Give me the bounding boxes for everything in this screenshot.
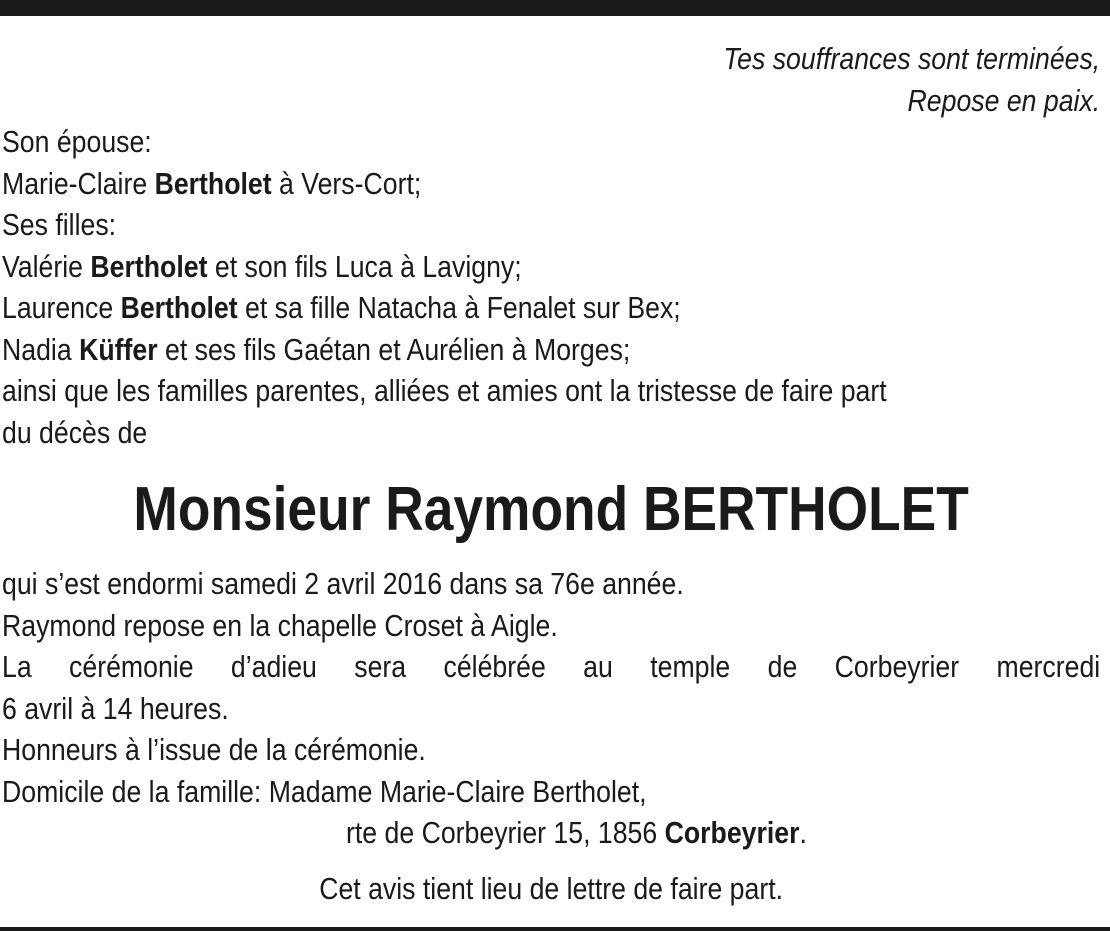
ceremony-details — [2, 563, 1100, 854]
first-name: Marie-Claire — [2, 165, 148, 201]
last-name: Bertholet — [90, 248, 208, 284]
relation: et son fils Luca à Lavigny; — [214, 248, 522, 284]
daughters-heading: Ses filles: — [2, 207, 117, 242]
announcement-line: du décès de — [2, 414, 148, 450]
domicile-name: Madame Marie-Claire Bertholet, — [268, 773, 647, 809]
bottom-rule — [0, 927, 1110, 931]
obituary-notice — [2, 38, 1101, 909]
detail-line: La cérémonie d’adieu sera célébrée au temple de Corbeyrier mercredi — [2, 649, 1101, 684]
first-name: Valérie — [2, 248, 84, 284]
spouse-line — [2, 163, 1100, 205]
address-end: . — [799, 815, 807, 850]
relation: et sa fille Natacha à Fenalet sur Bex; — [245, 290, 681, 325]
closing-note: Cet avis tient lieu de lettre de faire part. — [319, 870, 784, 906]
spouse-heading: Son épouse: — [2, 124, 152, 159]
first-name: Nadia — [2, 331, 72, 367]
address-street: rte de Corbeyrier 15, 1856 — [346, 815, 658, 850]
last-name: Küffer — [79, 331, 158, 367]
top-rule — [0, 0, 1110, 16]
relation: et ses fils Gaétan et Aurélien à Morges; — [164, 331, 631, 367]
first-name: Laurence — [2, 290, 114, 325]
epigraph-line: Tes souffrances sont terminées, — [723, 41, 1101, 76]
last-name: Bertholet — [120, 290, 238, 325]
epigraph — [2, 38, 1100, 121]
domicile-line — [2, 771, 1100, 813]
detail-line: 6 avril à 14 heures. — [2, 690, 229, 726]
daughter-line — [2, 246, 1100, 288]
daughter-line — [2, 329, 1100, 371]
address-town: Corbeyrier — [664, 815, 800, 850]
last-name: Bertholet — [154, 165, 272, 201]
address-line — [2, 812, 1100, 854]
deceased-name: Monsieur Raymond BERTHOLET — [133, 475, 969, 544]
family-list — [2, 121, 1100, 453]
epigraph-line: Repose en paix. — [907, 82, 1101, 118]
detail-line: Honneurs à l’issue de la cérémonie. — [2, 732, 426, 767]
detail-line: Raymond repose en la chapelle Croset à Aigle. — [2, 607, 558, 643]
detail-line: qui s’est endormi samedi 2 avril 2016 dans sa 76e année. — [2, 566, 684, 601]
announcement-line: ainsi que les familles parentes, alliées et amies ont la tristesse de faire part — [2, 373, 887, 408]
daughter-line — [2, 287, 1100, 329]
domicile-label: Domicile de la famille: — [2, 773, 262, 809]
place: à Vers-Cort; — [279, 165, 422, 201]
